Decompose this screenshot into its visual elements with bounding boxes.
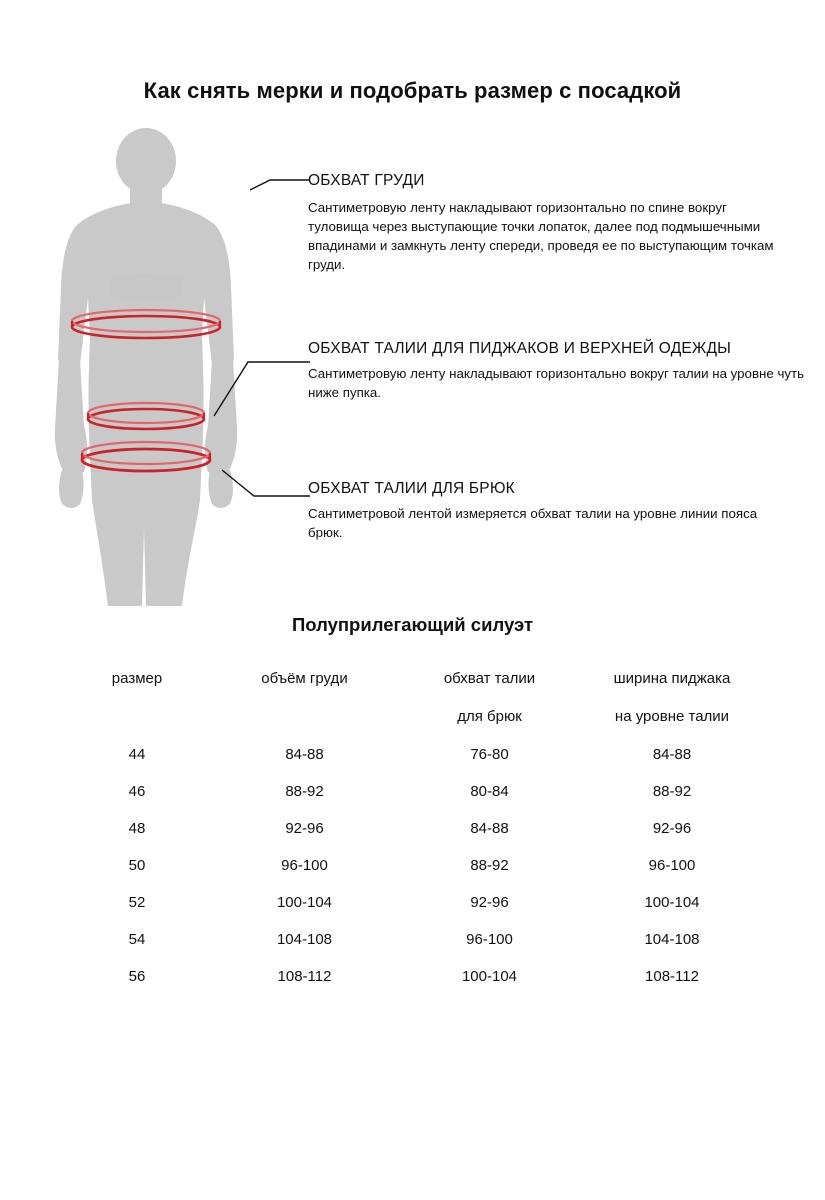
callout-waist-trousers <box>308 480 778 542</box>
callout-waist-trousers-body: Сантиметровой лентой измеряется обхват талии на уровне линии пояса брюк. <box>308 506 758 540</box>
cell-jacket-width: 100-104 <box>644 894 700 911</box>
leader-line-chest <box>248 178 312 192</box>
callout-chest <box>308 172 778 274</box>
cell-waist: 92-96 <box>470 894 509 911</box>
cell-chest: 96-100 <box>281 857 328 874</box>
cell-waist: 84-88 <box>470 820 509 837</box>
cell-chest: 108-112 <box>277 968 332 985</box>
cell-waist: 76-80 <box>470 746 509 763</box>
cell-size: 46 <box>128 783 146 800</box>
callout-waist-jacket <box>308 340 808 402</box>
table-row <box>62 884 762 921</box>
leader-line-waist-trousers <box>220 466 312 502</box>
table-row <box>62 847 762 884</box>
body-silhouette <box>55 128 237 606</box>
cell-chest: 92-96 <box>285 820 324 837</box>
page-title: Как снять мерки и подобрать размер с посадкой <box>143 78 682 103</box>
cell-size: 54 <box>128 931 146 948</box>
cell-jacket-width: 88-92 <box>652 783 692 800</box>
column-header-waist-trousers: обхват талии для брюк <box>443 670 536 725</box>
cell-waist: 80-84 <box>470 783 509 800</box>
table-row <box>62 810 762 847</box>
callout-waist-jacket-body: Сантиметровую ленту накладывают горизонтально вокруг талии на уровне чуть ниже пупка. <box>308 366 805 400</box>
callout-waist-jacket-heading: ОБХВАТ ТАЛИИ ДЛЯ ПИДЖАКОВ И ВЕРХНЕЙ ОДЕЖДЫ <box>308 340 732 357</box>
table-header-row <box>62 660 762 736</box>
callout-chest-heading: ОБХВАТ ГРУДИ <box>308 172 425 189</box>
cell-size: 52 <box>128 894 146 911</box>
cell-size: 50 <box>128 857 146 874</box>
cell-jacket-width: 104-108 <box>644 931 700 948</box>
column-header-chest: объём груди <box>261 670 348 687</box>
cell-jacket-width: 96-100 <box>648 857 696 874</box>
leader-line-waist-jacket <box>212 348 312 418</box>
cell-jacket-width: 84-88 <box>652 746 692 763</box>
cell-size: 56 <box>128 968 146 985</box>
column-header-jacket-width: ширина пиджака на уровне талии <box>613 670 731 725</box>
column-header-size: размер <box>111 670 163 687</box>
size-table <box>62 660 762 995</box>
cell-jacket-width: 108-112 <box>645 968 699 985</box>
cell-size: 44 <box>128 746 146 763</box>
cell-chest: 104-108 <box>276 931 333 948</box>
callout-waist-trousers-heading: ОБХВАТ ТАЛИИ ДЛЯ БРЮК <box>308 480 515 497</box>
cell-waist: 96-100 <box>466 931 513 948</box>
cell-chest: 100-104 <box>276 894 333 911</box>
table-caption: Полуприлегающий силуэт <box>291 614 534 635</box>
table-row <box>62 736 762 773</box>
cell-size: 48 <box>128 820 146 837</box>
cell-chest: 88-92 <box>285 783 324 800</box>
table-row <box>62 958 762 995</box>
cell-waist: 88-92 <box>470 857 509 874</box>
cell-jacket-width: 92-96 <box>652 820 692 837</box>
cell-chest: 84-88 <box>285 746 324 763</box>
table-row <box>62 773 762 810</box>
cell-waist: 100-104 <box>461 968 518 985</box>
callout-chest-body: Сантиметровую ленту накладывают горизонтально по спине вокруг туловища через выступающие точки лопаток, далее под подмышечными впадинами и замкнуть ленту спереди, проведя ее по выступающим точкам груди. <box>308 200 774 272</box>
table-row <box>62 921 762 958</box>
